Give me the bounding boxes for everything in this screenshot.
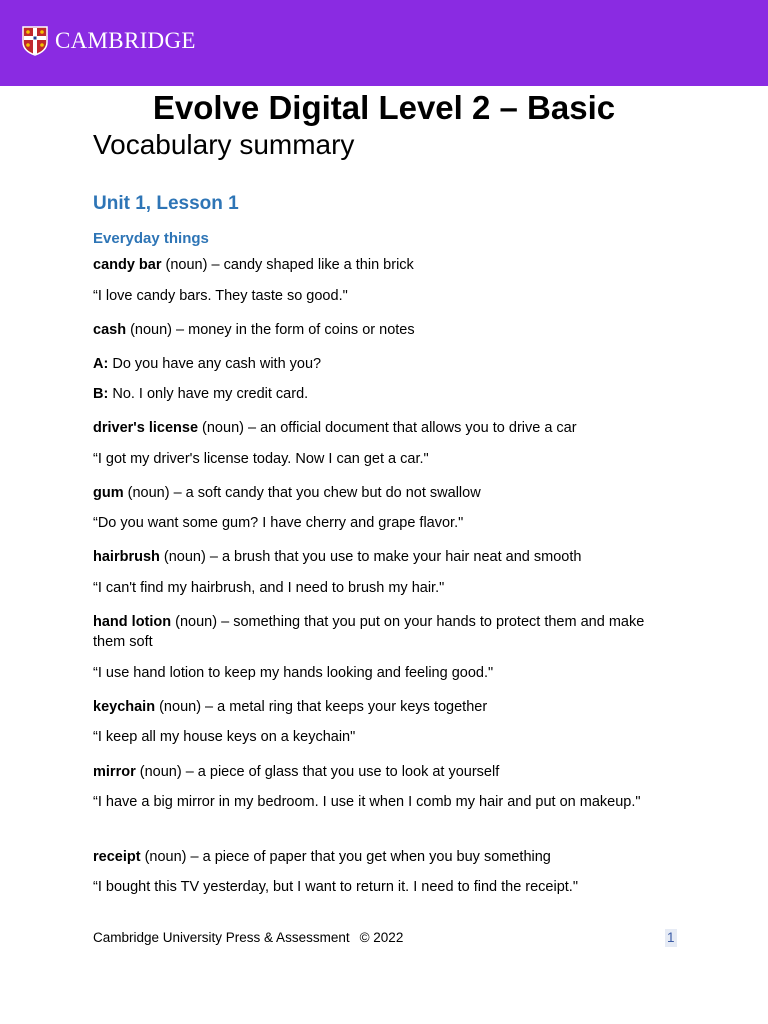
example-sentence: [93, 727, 653, 747]
example-sentence: [93, 578, 653, 598]
footer: [93, 929, 403, 947]
entry-term: driver's license: [93, 420, 199, 436]
entry-text: “I use hand lotion to keep my hands looking and feeling good.": [93, 665, 494, 681]
entry-term: cash: [93, 322, 127, 338]
footer-copyright: © 2022: [359, 930, 404, 945]
brand-name: CAMBRIDGE: [55, 28, 196, 53]
entry-text: (noun) – a metal ring that keeps your keys together: [155, 699, 488, 715]
entry-term: candy bar: [93, 257, 162, 273]
entry-text: (noun) – money in the form of coins or notes: [126, 322, 415, 338]
vocab-entry: [93, 418, 653, 438]
entry-text: (noun) – a soft candy that you chew but do not swallow: [123, 485, 481, 501]
section-heading: Everyday things: [93, 230, 209, 247]
footer-publisher: Cambridge University Press & Assessment: [93, 930, 350, 945]
entry-text: (noun) – an official document that allows you to drive a car: [198, 420, 577, 436]
example-sentence: [93, 513, 653, 533]
entry-term: keychain: [93, 699, 156, 715]
vocab-entry: [93, 612, 653, 652]
entry-text: “I have a big mirror in my bedroom. I use it when I comb my hair and put on makeup.": [93, 794, 641, 810]
example-sentence: [93, 877, 653, 897]
speaker-label: B:: [93, 386, 109, 402]
cambridge-logo: [22, 26, 196, 56]
entry-text: “I keep all my house keys on a keychain": [93, 729, 356, 745]
dialogue-line: [93, 384, 653, 404]
vocab-entry: [93, 547, 653, 567]
entry-text: No. I only have my credit card.: [108, 386, 309, 402]
vocab-entry: [93, 697, 653, 717]
example-sentence: [93, 286, 653, 306]
entry-text: “I love candy bars. They taste so good.": [93, 288, 348, 304]
header-bar: [0, 0, 768, 86]
speaker-label: A:: [93, 356, 109, 372]
page-number: 1: [667, 930, 675, 945]
entry-text: “I bought this TV yesterday, but I want to return it. I need to find the receipt.": [93, 879, 578, 895]
document-subtitle: Vocabulary summary: [93, 129, 355, 160]
entry-text: “Do you want some gum? I have cherry and grape flavor.": [93, 515, 464, 531]
entry-text: (noun) – a piece of paper that you get when you buy something: [140, 849, 551, 865]
entry-term: hairbrush: [93, 549, 160, 565]
dialogue-line: [93, 354, 653, 374]
document-title: Evolve Digital Level 2 – Basic: [152, 89, 616, 126]
vocab-entry: [93, 255, 653, 275]
vocab-entry: [93, 847, 653, 867]
entry-text: (noun) – a piece of glass that you use to look at yourself: [135, 764, 500, 780]
entry-text: (noun) – something that you put on your hands to protect them and make them soft: [93, 614, 645, 650]
vocab-entry: [93, 762, 653, 782]
entry-text: “I got my driver's license today. Now I can get a car.": [93, 451, 429, 467]
unit-heading: Unit 1, Lesson 1: [93, 193, 239, 214]
entry-text: (noun) – a brush that you use to make your hair neat and smooth: [159, 549, 582, 565]
entry-term: gum: [93, 485, 124, 501]
entry-text: (noun) – candy shaped like a thin brick: [161, 257, 414, 273]
cambridge-crest-icon: [22, 26, 48, 56]
entry-term: receipt: [93, 849, 141, 865]
example-sentence: [93, 449, 653, 469]
vocab-entry: [93, 320, 653, 340]
entry-term: mirror: [93, 764, 136, 780]
entry-term: hand lotion: [93, 614, 172, 630]
vocab-entry: [93, 483, 653, 503]
example-sentence: [93, 663, 653, 683]
entry-text: “I can't find my hairbrush, and I need to brush my hair.": [93, 580, 445, 596]
example-sentence: [93, 792, 653, 812]
entry-text: Do you have any cash with you?: [108, 356, 322, 372]
